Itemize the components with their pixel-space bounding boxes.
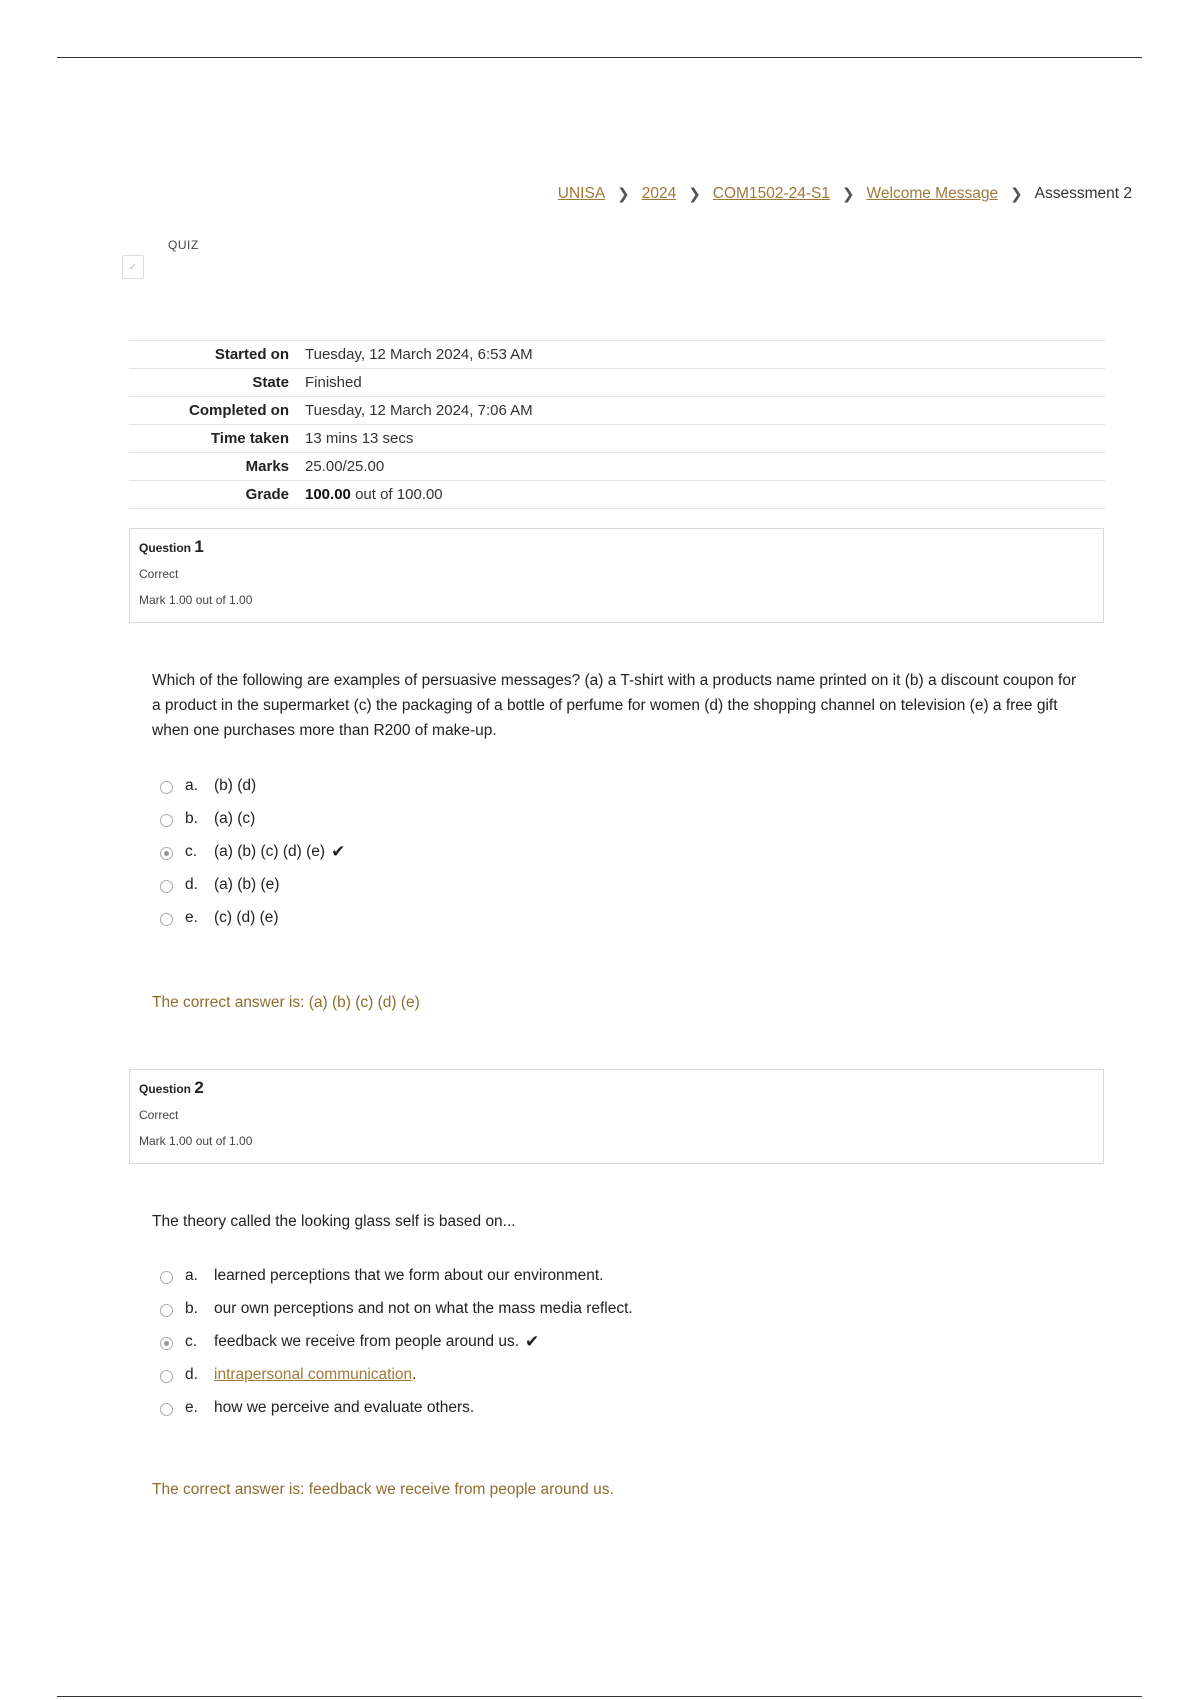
question-2-answers (160, 1259, 633, 1424)
question-1-info (129, 528, 1104, 623)
glossary-link[interactable]: intrapersonal communication (214, 1365, 413, 1383)
question-state: Correct (139, 567, 179, 581)
grade-suffix: out of 100.00 (355, 486, 443, 503)
answer-option[interactable] (160, 901, 345, 934)
answer-letter: a. (185, 776, 198, 794)
answer-option[interactable] (160, 802, 345, 835)
breadcrumb-current: Assessment 2 (1034, 185, 1132, 202)
answer-letter: c. (185, 1332, 198, 1350)
summary-label: State (129, 369, 305, 397)
chevron-right-icon: ❯ (1010, 186, 1023, 203)
summary-value: Finished (305, 369, 1105, 397)
quiz-icon: ✓ (122, 255, 144, 279)
answer-letter: b. (185, 809, 198, 827)
module-type-label: QUIZ (168, 238, 199, 252)
summary-row-time (129, 425, 1105, 453)
answer-option[interactable] (160, 1292, 633, 1325)
summary-value: Tuesday, 12 March 2024, 7:06 AM (305, 397, 1105, 425)
answer-period: . (412, 1365, 417, 1383)
radio-button[interactable] (160, 880, 173, 893)
radio-button[interactable] (160, 1271, 173, 1284)
check-icon: ✔ (331, 841, 346, 861)
question-2-right-answer: The correct answer is: feedback we receive from people around us. (152, 1481, 614, 1498)
question-2-text: The theory called the looking glass self is based on... (152, 1213, 516, 1230)
summary-value (305, 481, 1105, 509)
answer-letter: b. (185, 1299, 198, 1317)
summary-label: Time taken (129, 425, 305, 453)
answer-letter: e. (185, 908, 198, 926)
radio-button-checked[interactable] (160, 1337, 173, 1350)
answer-text: (a) (b) (e) (214, 875, 280, 893)
radio-button[interactable] (160, 913, 173, 926)
answer-letter: e. (185, 1398, 198, 1416)
summary-label: Marks (129, 453, 305, 481)
summary-label: Completed on (129, 397, 305, 425)
breadcrumb-link-welcome[interactable]: Welcome Message (866, 185, 999, 202)
answer-letter: c. (185, 842, 198, 860)
answer-option-selected[interactable] (160, 1325, 633, 1358)
answer-text: learned perceptions that we form about our environment. (214, 1266, 604, 1284)
chevron-right-icon: ❯ (617, 186, 630, 203)
question-label: Question (139, 1082, 192, 1096)
bottom-divider (57, 1696, 1142, 1697)
question-1-text: Which of the following are examples of persuasive messages? (a) a T-shirt with a products name printed on it (b) a discount coupon for a product in the supermarket (c) the packaging of a bottle of perfume for women (d) the shopping channel on television (e) a free gift when one purchases more than R200 of make-up. (152, 672, 1077, 739)
question-grade: Mark 1.00 out of 1.00 (139, 593, 253, 607)
check-icon: ✔ (525, 1331, 540, 1351)
question-state: Correct (139, 1108, 179, 1122)
summary-row-started (129, 341, 1105, 369)
breadcrumb-link-course[interactable]: COM1502-24-S1 (712, 185, 830, 202)
answer-text: feedback we receive from people around us. (214, 1332, 520, 1350)
question-1-answers (160, 769, 345, 934)
question-number (139, 1078, 1094, 1098)
answer-letter: d. (185, 875, 198, 893)
summary-row-grade (129, 481, 1105, 509)
answer-option[interactable] (160, 769, 345, 802)
summary-value: Tuesday, 12 March 2024, 6:53 AM (305, 341, 1105, 369)
summary-row-completed (129, 397, 1105, 425)
question-1-right-answer: The correct answer is: (a) (b) (c) (d) (e) (152, 994, 420, 1011)
answer-option[interactable] (160, 868, 345, 901)
chevron-right-icon: ❯ (688, 186, 701, 203)
radio-button-checked[interactable] (160, 847, 173, 860)
breadcrumb (558, 185, 1132, 203)
radio-button[interactable] (160, 814, 173, 827)
answer-text: (b) (d) (214, 776, 257, 794)
summary-label: Started on (129, 341, 305, 369)
attempt-summary-table (129, 340, 1105, 509)
answer-option[interactable] (160, 1259, 633, 1292)
answer-letter: d. (185, 1365, 198, 1383)
summary-row-marks (129, 453, 1105, 481)
radio-button[interactable] (160, 1304, 173, 1317)
answer-letter: a. (185, 1266, 198, 1284)
question-number (139, 537, 1094, 557)
answer-text: (a) (c) (214, 809, 256, 827)
answer-text: how we perceive and evaluate others. (214, 1398, 475, 1416)
chevron-right-icon: ❯ (841, 186, 855, 203)
breadcrumb-link-unisa[interactable]: UNISA (557, 185, 606, 202)
radio-button[interactable] (160, 1403, 173, 1416)
question-2-info (129, 1069, 1104, 1164)
question-number-value: 2 (194, 1078, 204, 1097)
summary-value: 13 mins 13 secs (305, 425, 1105, 453)
summary-label: Grade (129, 481, 305, 509)
answer-option[interactable] (160, 1358, 633, 1391)
answer-text: our own perceptions and not on what the mass media reflect. (214, 1299, 633, 1317)
grade-score: 100.00 (305, 486, 351, 503)
question-number-value: 1 (194, 537, 204, 556)
top-divider (57, 57, 1142, 58)
radio-button[interactable] (160, 1370, 173, 1383)
question-grade: Mark 1.00 out of 1.00 (139, 1134, 253, 1148)
question-label: Question (139, 541, 192, 555)
answer-text: (c) (d) (e) (214, 908, 279, 926)
summary-row-state (129, 369, 1105, 397)
radio-button[interactable] (160, 781, 173, 794)
breadcrumb-link-year[interactable]: 2024 (641, 185, 677, 202)
summary-value: 25.00/25.00 (305, 453, 1105, 481)
answer-text: (a) (b) (c) (d) (e) (214, 842, 326, 860)
answer-option[interactable] (160, 1391, 633, 1424)
answer-option-selected[interactable] (160, 835, 345, 868)
